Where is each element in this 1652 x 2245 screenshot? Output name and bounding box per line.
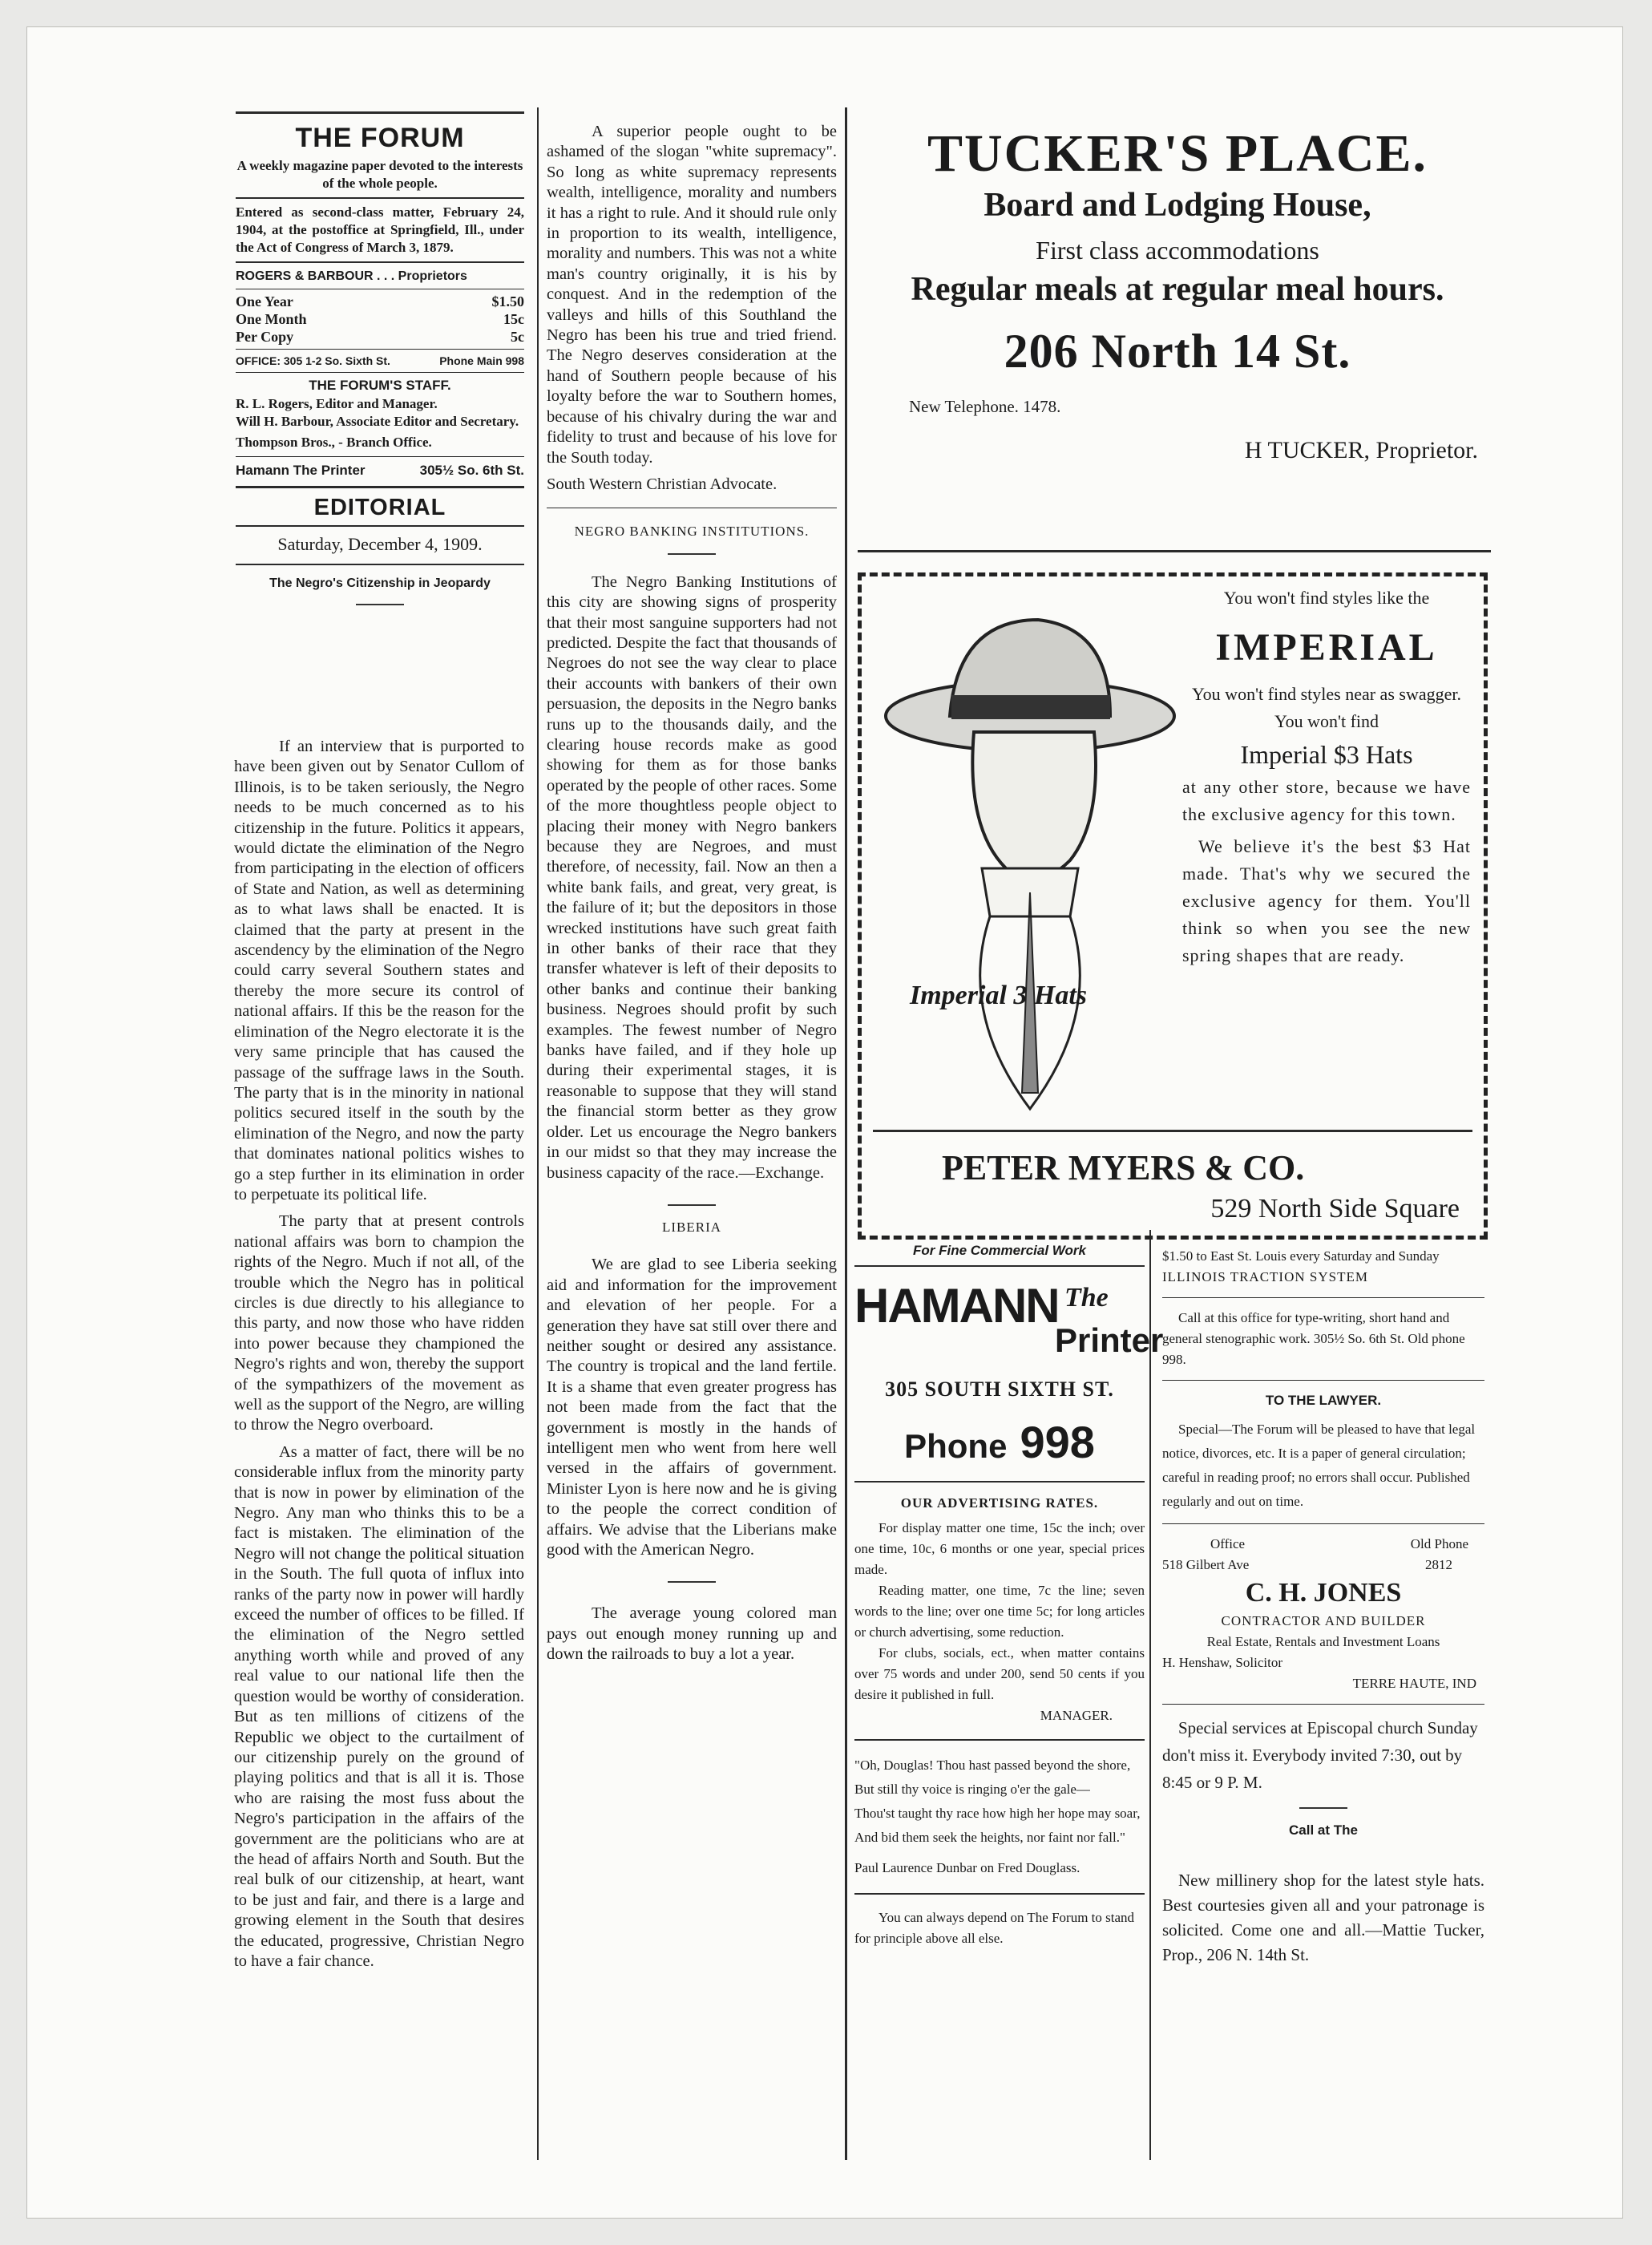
column-two (547, 122, 837, 1672)
masthead (236, 111, 524, 617)
hat-image-caption: Imperial 3 Hats (910, 981, 1088, 1010)
article-headline: The Negro's Citizenship in Jeopardy (269, 576, 491, 590)
ad-rates-heading: OUR ADVERTISING RATES. (900, 1495, 1099, 1511)
masthead-description: A weekly magazine paper devoted to the interests of the whole people. (236, 158, 523, 191)
jones-solicitor: H. Henshaw, Solicitor (1162, 1655, 1282, 1670)
printer-name: Hamann The Printer (236, 463, 366, 478)
hat-ad-copy (1182, 585, 1471, 969)
jones-office: Office (1210, 1536, 1246, 1551)
hamann-tagline: For Fine Commercial Work (912, 1243, 1086, 1258)
column-rule (845, 107, 847, 2160)
hat-ad-body: You won't find styles near as swagger. You won't find (1192, 684, 1461, 731)
lawyer-heading: TO THE LAWYER. (1265, 1393, 1382, 1408)
office-address: OFFICE: 305 1-2 So. Sixth St. (236, 354, 390, 367)
article-paragraph: We are glad to see Liberia seeking aid and information for the improvement and elevation of her people. For a generation they have sat still over there and neither sought or desired any assistance. The country is tropical and the land fertile. It is a shame that even greater progress has not been made from the fact that the government is mostly in the hands of intelligent men who went from here well versed in the affairs of government. Minister Lyon is here now and he is giving to the people the correct condition of affairs. We advise that the Liberians make good with the American Negro. (547, 1256, 837, 1559)
article-citizenship (234, 737, 524, 1978)
staff-entry: R. L. Rogers, Editor and Manager. (236, 396, 438, 411)
hamann-printer-ad (854, 1243, 1164, 1949)
poem-line: "Oh, Douglas! Thou hast passed beyond the shore, (854, 1758, 1131, 1773)
typewriting-notice: Call at this office for type-writing, short hand and general stenographic work. 305½ So. 6th St. Old phone 998. (1162, 1310, 1465, 1367)
column-rule (537, 107, 539, 2160)
article-headline: LIBERIA (661, 1219, 722, 1235)
article-paragraph: If an interview that is purported to have been given out by Senator Cullom of Illinois, is to be taken seriously, the Negro needs to be much concerned as to his citizenship in the future. Politics it appears, would dictate the elimination of the Negro from participating in the election of officers of State and Nation, as well as determining as to what laws shall be enacted. It is claimed that the party at present in the ascendency by the elimination of the Negro could carry several Southern states and thereby the more secure its control of national affairs. If this be the reason for the elimination of the Negro electorate it is the very same principle that has caused the passage of the suffrage laws in the South. The party that is in the minority in national politics secured itself in the south by the elimination of the Negro, and now the party that dominates national politics wishes to go a step further in its elimination in order to perpetuate its political life. (234, 738, 524, 1203)
branch-office: Thompson Bros., - Branch Office. (236, 435, 432, 450)
staff-heading: THE FORUM'S STAFF. (309, 378, 451, 393)
ad-rates-signoff: MANAGER. (1040, 1708, 1113, 1723)
dunbar-poem (854, 1754, 1145, 1880)
traction-name: ILLINOIS TRACTION SYSTEM (1162, 1269, 1368, 1284)
jones-name: C. H. JONES (1245, 1578, 1402, 1608)
hat-ad-address: 529 North Side Square (1210, 1194, 1460, 1224)
forum-depend: You can always depend on The Forum to stand for principle above all else. (854, 1910, 1135, 1946)
newspaper-page (27, 27, 1622, 2218)
hat-ad-firm: PETER MYERS & CO. (942, 1148, 1305, 1187)
column-rule (1149, 1230, 1151, 2160)
article-paragraph: A superior people ought to be ashamed of the slogan "white supremacy". So long as white supremacy represents wealth, intelligence, morality and numbers it has a right to rule. And it should rule only in proportion to its wealth, intelligence, morality and numbers. This was not a white man's country originally, it is his by conquest. And in the redemption of the valleys and hills of this Southland the Negro has been his true and tried friend. The Negro deserves consideration at the hand of Southern people because of his loyalty before the war to Southern homes, because of his chivalry during the war and fidelity to trust and because of his love for the South today. (547, 123, 837, 467)
traction-line: $1.50 to East St. Louis every Saturday and Sunday (1162, 1248, 1440, 1264)
ad-rates-paragraph: For display matter one time, 15c the inch; over one time, 10c, 6 months or one year, special prices made. (854, 1520, 1145, 1577)
jones-phone: 2812 (1425, 1557, 1452, 1572)
ad-rates-paragraph: For clubs, socials, ect., when matter contains over 75 words and under 200, send 50 cents if you desire it published in full. (854, 1645, 1145, 1702)
rate-row: One Month 15c (236, 311, 524, 327)
ad-phone: New Telephone. 1478. (909, 397, 1061, 416)
hamann-printer: Printer (1055, 1321, 1164, 1359)
hamann-name: HAMANN (854, 1279, 1059, 1333)
poem-author: Paul Laurence Dunbar on Fred Douglass. (854, 1860, 1080, 1875)
article-paragraph: The Negro Banking Institutions of this city are showing signs of prosperity that their most sanguine supporters had not predicted. Despite the fact that thousands of Negroes do not see the way clear to place their accounts with bankers of their own persuasion, the deposits in the Negro banks runs up to the thousands daily, and the clearing house records make as good showing for them as for those banks operated by the people of other races. Some of the more thoughtless people object to placing their money with Negro bankers because they are Negroes, and must therefore, of necessity, fail. Now an then a white bank fails, and great, very great, is the failure of it; but the depositors in those wrecked institutions have such great faith in other banks of their race that they transfer whatever is left of their deposits to other banks and continue their banking business. Negroes should profit by such examples. The fewest number of Negro banks have failed, and if they hole up during their experimental stages, it is reasonable to suppose that they will stand the financial storm better as they grow older. Let us encourage the Negro bankers in our midst so that they may increase the business capacity of the race.—Exchange. (547, 572, 837, 1182)
hat-ad-body: We believe it's the best $3 Hat made. That's why we secured the exclusive agency for them. You'll think so when you see the new spring shapes that are ready. (1182, 836, 1471, 965)
rate-row: Per Copy 5c (236, 329, 524, 345)
ad-line: First class accommodations (1036, 236, 1319, 265)
jones-city: TERRE HAUTE, IND (1352, 1676, 1476, 1691)
imperial-hat-ad (858, 572, 1488, 1240)
ad-address: 206 North 14 St. (1004, 325, 1351, 378)
masthead-proprietors: ROGERS & BARBOUR . . . Proprietors (236, 269, 467, 283)
article-paragraph: The party that at present controls national affairs was born to champion the rights of the Negro. Much if not all, of the trouble which the Negro has in political circles is due directly to his allegiance to this party, and now those who have ridden into power because they championed the Negro's rights and won, thereby the support of the sympathizers of the movement as well as the support of the Negro, are willing to throw the Negro overboard. (234, 1212, 524, 1434)
ad-line: Board and Lodging House, (984, 187, 1371, 224)
hat-ad-topline: You won't find styles like the (1223, 588, 1430, 608)
jones-office-address: 518 Gilbert Ave (1162, 1557, 1250, 1572)
jones-trade: CONTRACTOR AND BUILDER (1221, 1613, 1426, 1628)
masthead-title: THE FORUM (295, 123, 465, 153)
millinery-body: New millinery shop for the latest style hats. Best courtesies given all and your patronage is solicited. Come one and all.—Mattie Tucker, Prop., 206 N. 14th St. (1162, 1871, 1484, 1964)
issue-date: Saturday, December 4, 1909. (277, 534, 483, 554)
tuckers-place-ad (861, 123, 1494, 467)
hat-ad-title: IMPERIAL (1215, 626, 1438, 669)
ad-proprietor: H TUCKER, Proprietor. (1244, 437, 1478, 463)
masthead-entry: Entered as second-class matter, February 24, 1904, at the postoffice at Springfield, Ill., under the Act of Congress of March 3, 1879. (236, 204, 524, 255)
hat-ad-body: at any other store, because we have the exclusive agency for this town. (1182, 777, 1471, 824)
ad-rates-paragraph: Reading matter, one time, 7c the line; seven words to the line; over one time 5c; for long articles or church advertising, some reduction. (854, 1583, 1145, 1640)
hamann-the: The (1064, 1283, 1109, 1313)
article-paragraph: As a matter of fact, there will be no considerable influx from the minority party that is now in power by elimination of the Negro. Any man who thinks this to be a fact is mistaken. The elimination of the Negro will not change the political situation in the South. The full quota of influx into ranks of the party now in power will hardly exceed the number of offices to be filled. If the elimination of the Negro settled anything worth while and proved of any real value to our national life then the question would be worthy of consideration. But as ten millions of citizens of the Republic we object to the curtailment of our citizenship purely on the ground of playing politics and that is all it is. Those who are raising the most fuss about the Negro's participation in the affairs of the government are the politicians who are at the head of affairs North and South. But the real bulk of our citizenship, at heart, want to be just and fair, and there is a large and growing element in the South that desires the educated, progressive, Christian Negro to have a fair chance. (234, 1442, 524, 1970)
poem-line: Thou'st taught thy race how high her hope may soar, (854, 1806, 1141, 1821)
article-headline: NEGRO BANKING INSTITUTIONS. (574, 524, 810, 540)
poem-line: But still thy voice is ringing o'er the gale— (854, 1782, 1090, 1797)
hat-illustration (878, 596, 1182, 1125)
man-in-hat-icon (878, 596, 1182, 1125)
episcopal-notice: Special services at Episcopal church Sunday don't miss it. Everybody invited 7:30, out by 8:45 or 9 P. M. (1162, 1718, 1478, 1792)
subscription-rates (236, 293, 524, 346)
jones-services: Real Estate, Rentals and Investment Loans (1206, 1634, 1440, 1649)
office-phone: Phone Main 998 (439, 354, 524, 367)
rate-row: One Year $1.50 (236, 293, 524, 309)
hamann-phone-number: 998 (1020, 1417, 1095, 1467)
lawyer-body: Special—The Forum will be pleased to have that legal notice, divorces, etc. It is a paper of general circulation; careful in reading proof; no errors shall occur. Published regularly and out on time. (1162, 1422, 1476, 1509)
hamann-address: 305 SOUTH SIXTH ST. (885, 1377, 1114, 1401)
staff-entry: Will H. Barbour, Associate Editor and Secretary. (236, 414, 519, 429)
section-title: EDITORIAL (313, 495, 446, 520)
article-source: South Western Christian Advocate. (547, 475, 778, 493)
ad-title: TUCKER'S PLACE. (927, 124, 1428, 183)
millinery-heading: Call at The (1289, 1822, 1358, 1838)
article-paragraph: The average young colored man pays out enough money running up and down the railroads to buy a lot a year. (547, 1604, 837, 1664)
poem-line: And bid them seek the heights, nor faint nor fall." (854, 1830, 1125, 1845)
ad-line: Regular meals at regular meal hours. (911, 271, 1444, 308)
jones-phone-label: Old Phone (1410, 1536, 1468, 1551)
hamann-phone-label: Phone (904, 1427, 1008, 1465)
hat-ad-price: Imperial $3 Hats (1240, 740, 1413, 769)
right-column (1162, 1246, 1484, 1968)
printer-address: 305½ So. 6th St. (419, 463, 524, 478)
